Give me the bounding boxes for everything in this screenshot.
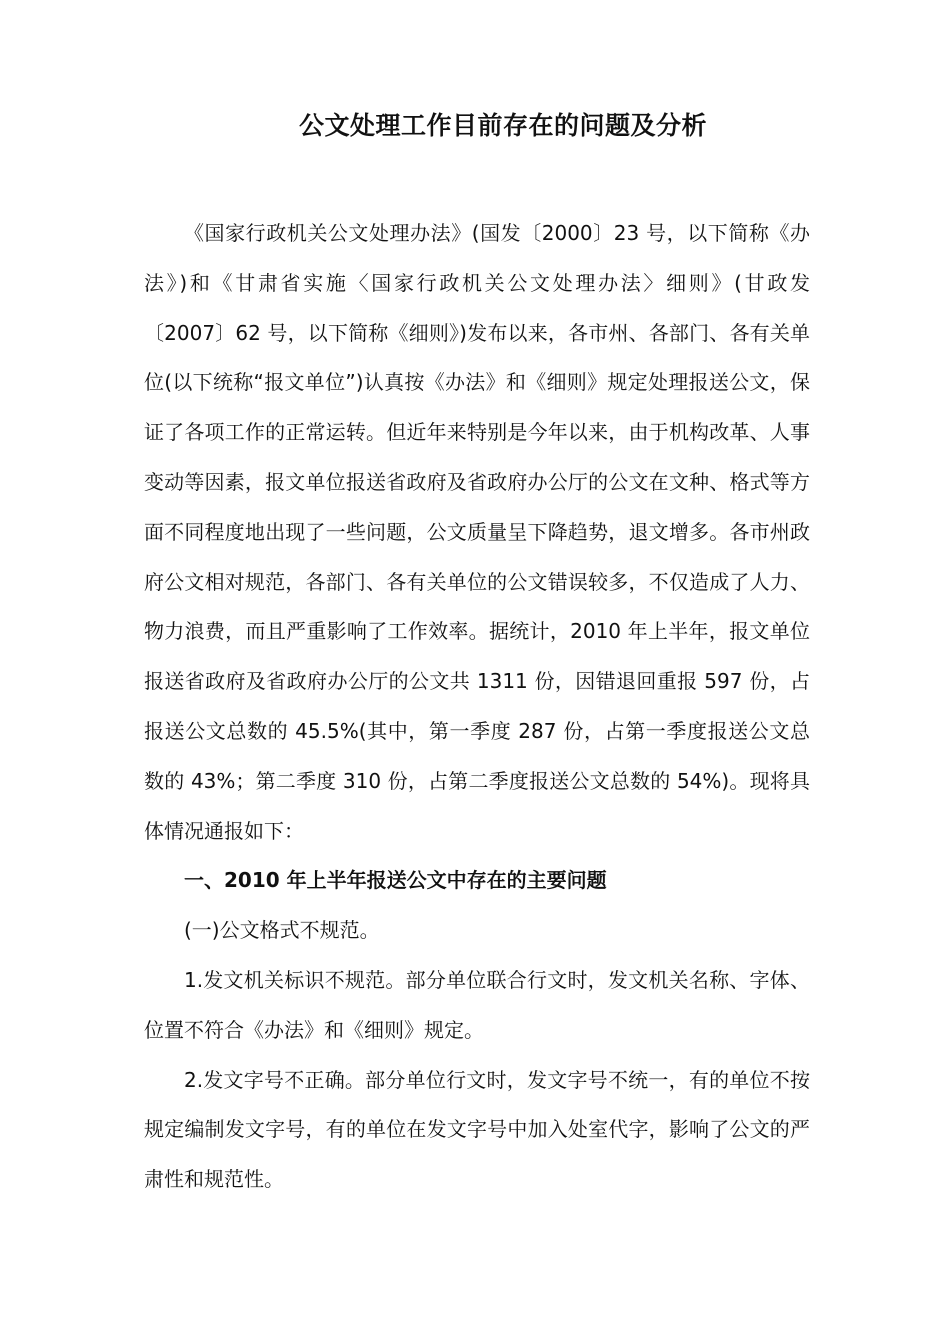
document-body: [144, 209, 810, 1205]
list-item-2: 2.发文字号不正确。部分单位行文时，发文字号不统一，有的单位不按规定编制发文字号，有的单位在发文字号中加入处室代字，影响了公文的严肃性和规范性。: [144, 1067, 810, 1192]
intro-paragraph: 《国家行政机关公文处理办法》(国发〔2000〕23 号，以下简称《办法》)和《甘肃省实施〈国家行政机关公文处理办法〉细则》(甘政发〔2007〕62 号，以下简称《细则》)发布以来，各市州、各部门、各有关单位(以下统称“报文单位”)认真按《办法》和《细则》规定处理报送公文，保证了各项工作的正常运转。但近年来特别是今年以来，由于机构改革、人事变动等因素，报文单位报送省政府及省政府办公厅的公文在文种、格式等方面不同程度地出现了一些问题，公文质量呈下降趋势，退文增多。各市州政府公文相对规范，各部门、各有关单位的公文错误较多，不仅造成了人力、物力浪费，而且严重影响了工作效率。据统计，2010 年上半年，报文单位报送省政府及省政府办公厅的公文共 1311 份，因错退回重报 597 份，占报送公文总数的 45.5%(其中，第一季度 287 份，占第一季度报送公文总数的 43%；第二季度 310 份，占第二季度报送公文总数的 54%)。现将具体情况通报如下：: [144, 221, 810, 843]
section-heading-1: 一、2010 年上半年报送公文中存在的主要问题: [184, 868, 607, 893]
subsection-heading-1: (一)公文格式不规范。: [184, 918, 380, 943]
document-title: 公文处理工作目前存在的问题及分析: [298, 111, 707, 140]
list-item-1: 1.发文机关标识不规范。部分单位联合行文时，发文机关名称、字体、位置不符合《办法》和《细则》规定。: [144, 967, 810, 1042]
